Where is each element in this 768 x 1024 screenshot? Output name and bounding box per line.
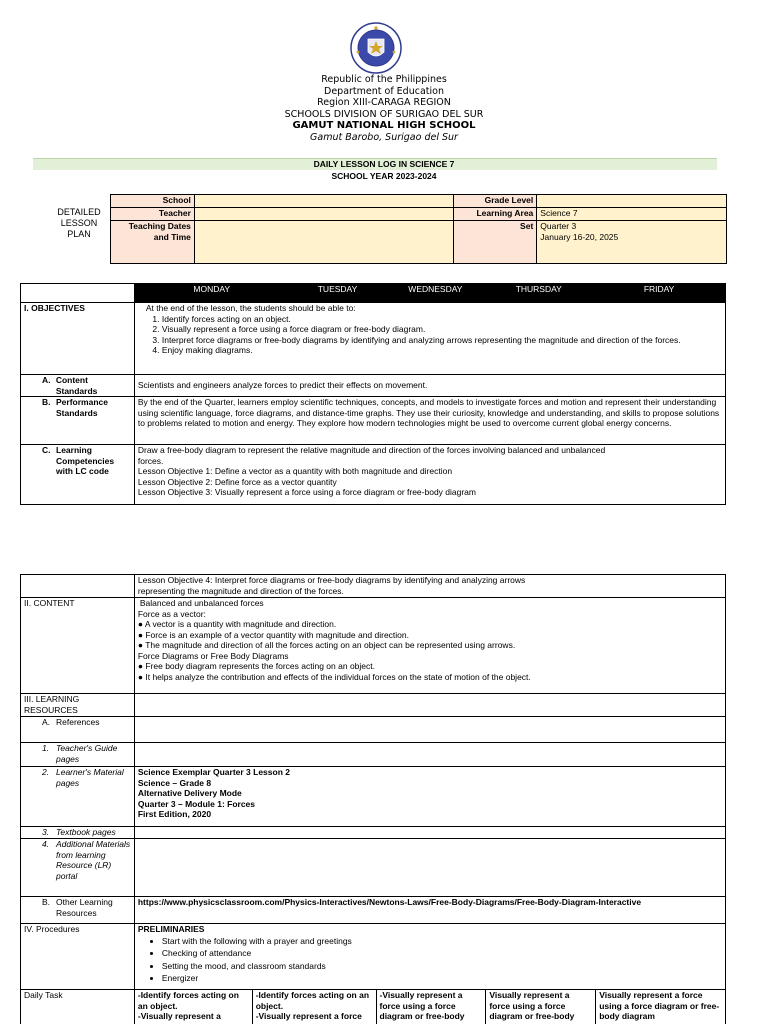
objective-item: 2. Visually represent a force using a force diagram or free-body diagram. (162, 324, 722, 335)
textbook-pages-label (21, 827, 135, 839)
teacher-value[interactable] (194, 208, 453, 221)
day-wednesday: WEDNESDAY (386, 284, 485, 303)
references-title: References (56, 717, 100, 727)
content-line: ● The magnitude and direction of all the forces acting on an object can be represented using arrows. (137, 640, 516, 650)
learners-material-value (134, 767, 725, 827)
performance-standards-label (21, 397, 135, 445)
objectives-list (138, 314, 722, 356)
school-name: GAMUT NATIONAL HIGH SCHOOL (292, 120, 476, 131)
content-standards-title: Content Standards (55, 375, 98, 396)
additional-materials-label (21, 839, 135, 897)
procedures-label: IV. Procedures (21, 924, 135, 990)
competencies-text (134, 445, 725, 505)
content-line: Balanced and unbalanced forces (139, 598, 264, 608)
content-line: ● It helps analyze the contribution and effects of the individual forces on the state of motion of the object. (137, 671, 531, 682)
header-line-3: Region XIII-CARAGA REGION (317, 97, 451, 108)
learners-material-line: Alternative Delivery Mode (137, 788, 242, 798)
teachers-guide-label (21, 743, 135, 767)
content-line: ● Free body diagram represents the forces acting on an object. (137, 661, 375, 671)
doc-title: DAILY LESSON LOG IN SCIENCE 7 (313, 159, 455, 169)
day-friday: FRIDAY (593, 284, 726, 303)
set-value[interactable] (537, 221, 727, 264)
grade-level-label: Grade Level (454, 195, 537, 208)
learners-material-number: 2. (42, 767, 50, 777)
competencies-label (21, 445, 135, 505)
learning-resources-title: III. LEARNING RESOURCES (24, 694, 80, 715)
info-table (110, 194, 727, 264)
objective-item: 3. Interpret force diagrams or free-body diagrams by identifying and analyzing arrows representing the magnitude and direction of the forces. (162, 335, 722, 346)
content-line: Force Diagrams or Free Body Diagrams (137, 650, 289, 661)
objectives-label: I. OBJECTIVES (21, 303, 135, 375)
competency-line: Lesson Objective 2: Define force as a vector quantity (137, 476, 337, 487)
preliminary-item: • Checking of attendance (162, 948, 722, 959)
content-line: ● Force is an example of a vector quantity with magnitude and direction. (137, 629, 409, 640)
learners-material-title: Learner's Material pages (56, 767, 124, 788)
day-tuesday: TUESDAY (289, 284, 386, 303)
day-monday: MONDAY (134, 284, 289, 303)
learning-area-label: Learning Area (454, 208, 537, 221)
daily-task-label: Daily Task (21, 990, 135, 1024)
performance-standards-title: Performance Standards (56, 397, 108, 418)
learners-material-line: Quarter 3 – Module 1: Forces (137, 798, 256, 809)
other-resources-letter: B. (42, 897, 51, 907)
grade-level-value[interactable] (537, 195, 727, 208)
additional-materials-number: 4. (42, 839, 50, 849)
learners-material-label (21, 767, 135, 827)
procedures-content (134, 924, 725, 990)
objectives-intro: At the end of the lesson, the students should be able to: (145, 303, 356, 313)
content-line: ● A vector is a quantity with magnitude and direction. (137, 619, 337, 629)
textbook-pages-value (134, 827, 725, 839)
teachers-guide-value (134, 743, 725, 767)
objectives-content (134, 303, 725, 375)
competency-line: Draw a free-body diagram to represent the relative magnitude and direction of the forces involving balanced and unbalanced forces. (137, 445, 606, 466)
preliminaries-title: PRELIMINARIES (137, 924, 205, 934)
learning-area-value[interactable]: Science 7 (537, 208, 727, 221)
continued-blank-cell (21, 575, 135, 598)
textbook-pages-title: Textbook pages (56, 827, 116, 837)
daily-task-tuesday: -Identify forces acting on an object. -Visually represent a force (252, 990, 376, 1024)
school-value[interactable] (194, 195, 453, 208)
performance-standards-text: By the end of the Quarter, learners employ scientific techniques, concepts, and models to investigate forces and motion and represent their understanding using scientific language, force diagrams, and distance-time graphs. They use their curiosity, knowledge and understanding, and skills to propose solutions to problems related to motion and energy. They explore how modern technologies might be used to overcome current global energy concerns. (134, 397, 725, 445)
daily-task-monday: -Identify forces acting on an object. -Visually represent a (134, 990, 252, 1024)
references-label (21, 717, 135, 743)
additional-materials-value (134, 839, 725, 897)
objective-item: 4. Enjoy making diagrams. (162, 345, 722, 356)
day-thursday: THURSDAY (485, 284, 593, 303)
lesson-objective-4-text: Lesson Objective 4: Interpret force diagrams or free-body diagrams by identifying and analyzing arrows representing the magnitude and direction of the forces. (137, 575, 526, 596)
preliminary-item: • Setting the mood, and classroom standards (162, 961, 722, 972)
header-blank-cell (21, 284, 135, 303)
content-label: II. CONTENT (21, 598, 135, 694)
other-resources-label (21, 897, 135, 924)
preliminaries-list (138, 936, 722, 984)
references-letter: A. (42, 717, 51, 727)
learners-material-line: Science Exemplar Quarter 3 Lesson 2 (137, 767, 290, 777)
content-standards-label (21, 375, 135, 397)
other-resources-title: Other Learning Resources (56, 897, 113, 918)
header-line-1: Republic of the Philippines (321, 74, 447, 85)
date-range-value: January 16-20, 2025 (540, 231, 619, 242)
header-line-4: SCHOOLS DIVISION OF SURIGAO DEL SUR (284, 108, 484, 120)
objective-item: 1. Identify forces acting on an object. (162, 314, 722, 325)
teacher-label: Teacher (111, 208, 195, 221)
content-standards-text: Scientists and engineers analyze forces to predict their effects on movement. (134, 375, 725, 397)
content-line: Force as a vector: (137, 608, 206, 619)
teachers-guide-number: 1. (42, 743, 50, 753)
textbook-pages-number: 3. (42, 827, 50, 837)
teaching-dates-label: Teaching Dates and Time (111, 221, 195, 264)
set-label: Set (454, 221, 537, 264)
school-address: Gamut Barobo, Surigao del Sur (310, 131, 458, 143)
daily-task-thursday: Visually represent a force using a force diagram or free-body (486, 990, 596, 1024)
school-header (0, 74, 768, 143)
school-year: SCHOOL YEAR 2023-2024 (331, 171, 437, 181)
teachers-guide-title: Teacher's Guide pages (56, 743, 118, 764)
performance-standards-letter: B. (42, 397, 51, 407)
references-blank (134, 717, 725, 743)
lesson-log-table-page2 (20, 574, 726, 1024)
additional-materials-title: Additional Materials from learning Resource (LR) portal (56, 839, 131, 881)
preliminary-item: • Start with the following with a prayer and greetings (162, 936, 722, 947)
other-resources-link[interactable]: https://www.physicsclassroom.com/Physics-Interactives/Newtons-Laws/Free-Body-Diagrams/Free-Body-Diagram-Interactive (134, 897, 725, 924)
learning-resources-label (21, 694, 135, 717)
lesson-log-table-page1 (20, 283, 726, 505)
learners-material-line: Science – Grade 8 (137, 777, 212, 788)
daily-task-wednesday: -Visually represent a force using a force diagram or free-body (376, 990, 486, 1024)
learners-material-line: First Edition, 2020 (137, 809, 212, 819)
preliminary-item: • Energizer (162, 973, 722, 984)
dlp-label: DETAILED LESSON PLAN (57, 207, 101, 239)
lesson-objective-4 (134, 575, 725, 598)
learning-resources-blank (134, 694, 725, 717)
teaching-dates-value[interactable] (194, 221, 453, 264)
deped-seal-logo (350, 22, 402, 74)
competency-line: Lesson Objective 3: Visually represent a force using a force diagram or free-body diagram (137, 487, 476, 497)
daily-task-friday: Visually represent a force using a force diagram or free-body diagram (596, 990, 726, 1024)
quarter-value: Quarter 3 (540, 221, 577, 231)
content-standards-letter: A. (42, 375, 51, 385)
content-text (134, 598, 725, 694)
competencies-letter: C. (42, 445, 51, 455)
school-label: School (111, 195, 195, 208)
header-line-2: Department of Education (324, 85, 444, 97)
competency-line: Lesson Objective 1: Define a vector as a quantity with both magnitude and direction (137, 466, 453, 476)
competencies-title: Learning Competencies with LC code (56, 445, 115, 476)
